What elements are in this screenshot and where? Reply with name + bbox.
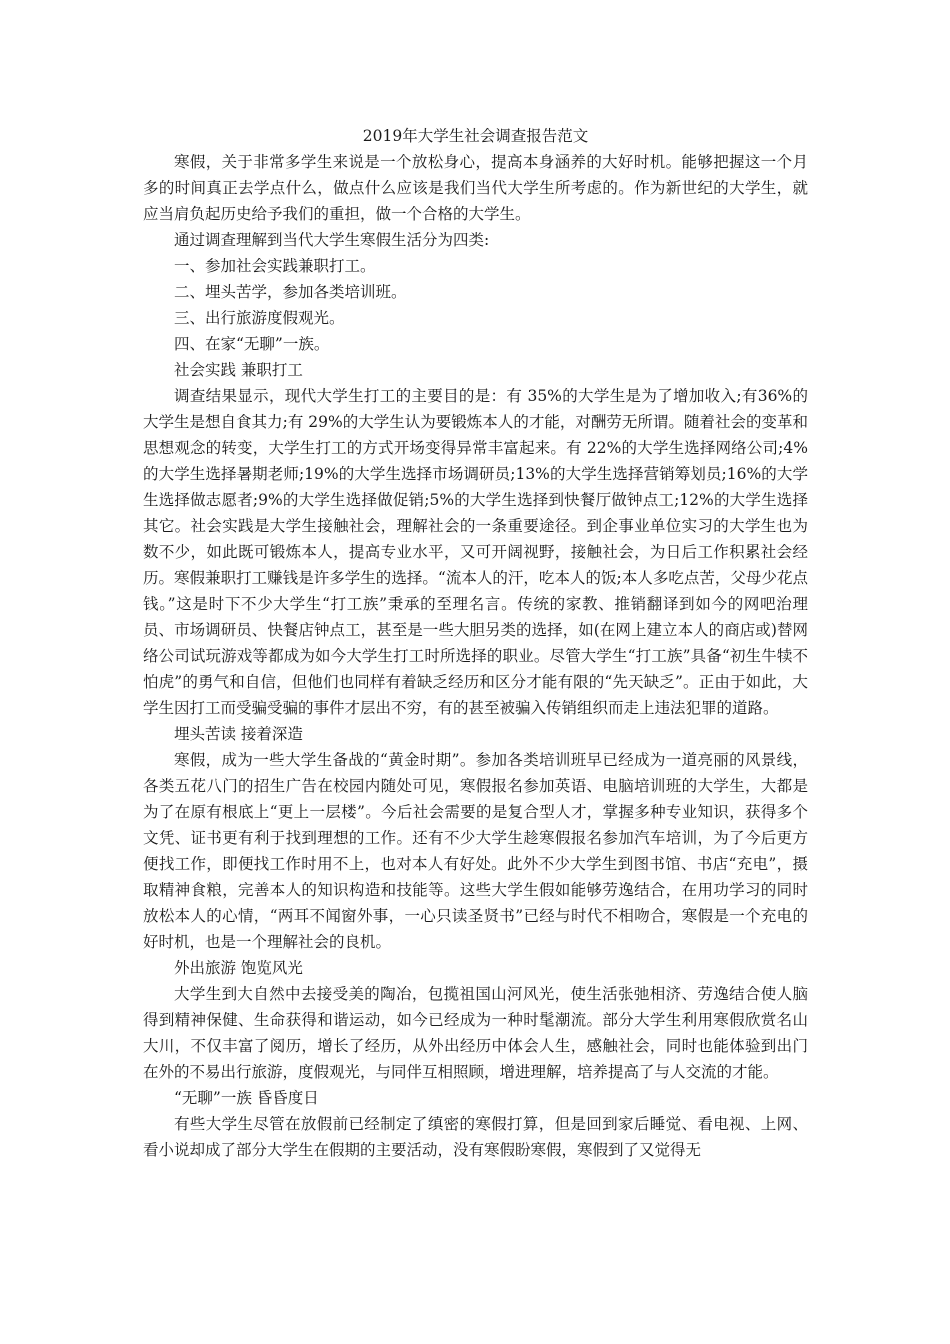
category-item-2: 二、埋头苦学，参加各类培训班。 xyxy=(174,283,407,301)
section-body-bored: 有些大学生尽管在放假前已经制定了缜密的寒假打算，但是回到家后睡觉、看电视、上网、看小说却成了部分大学生在假期的主要活动，没有寒假盼寒假，寒假到了又觉得无 xyxy=(143,1115,808,1159)
intro-paragraph: 寒假，关于非常多学生来说是一个放松身心，提高本身涵养的大好时机。能够把握这一个月多的时间真正去学点什么，做点什么应该是我们当代大学生所考虑的。作为新世纪的大学生，就应当肩负起历史给予我们的重担，做一个合格的大学生。 xyxy=(143,153,808,223)
category-item-3: 三、出行旅游度假观光。 xyxy=(174,309,345,327)
document-title: 2019年大学生社会调查报告范文 xyxy=(362,127,589,145)
section-heading-bored: “无聊”一族 昏昏度日 xyxy=(174,1089,319,1107)
section-body-study: 寒假，成为一些大学生备战的“黄金时期”。参加各类培训班早已经成为一道亮丽的风景线，各类五花八门的招生广告在校园内随处可见，寒假报名参加英语、电脑培训班的大学生，大都是为了在原有根底上“更上一层楼”。今后社会需要的是复合型人才，掌握多种专业知识，获得多个文凭、证书更有利于找到理想的工作。还有不少大学生趁寒假报名参加汽车培训，为了今后更方便找工作，即便找工作时用不上，也对本人有好处。此外不少大学生到图书馆、书店“充电”，摄取精神食粮，完善本人的知识构造和技能等。这些大学生假如能够劳逸结合，在用功学习的同时放松本人的心情，“两耳不闻窗外事，一心只读圣贤书”已经与时代不相吻合，寒假是一个充电的好时机，也是一个理解社会的良机。 xyxy=(143,751,808,951)
section-body-travel: 大学生到大自然中去接受美的陶冶，包揽祖国山河风光，使生活张弛相济、劳逸结合使人脑得到精神保健、生命获得和谐运动，如今已经成为一种时髦潮流。部分大学生利用寒假欣赏名山大川，不仅丰富了阅历，增长了经历，从外出经历中体会人生，感触社会，同时也能体验到出门在外的不易出行旅游，度假观光，与同伴互相照顾，增进理解，培养提高了与人交流的才能。 xyxy=(143,985,808,1081)
section-heading-study: 埋头苦读 接着深造 xyxy=(174,725,303,743)
category-item-1: 一、参加社会实践兼职打工。 xyxy=(174,257,376,275)
document-page xyxy=(143,124,808,1163)
survey-intro: 通过调查理解到当代大学生寒假生活分为四类: xyxy=(174,231,490,249)
category-item-4: 四、在家“无聊”一族。 xyxy=(174,335,330,353)
section-heading-travel: 外出旅游 饱览风光 xyxy=(174,959,303,977)
section-body-social-practice: 调查结果显示，现代大学生打工的主要目的是：有 35%的大学生是为了增加收入;有36%的大学生是想自食其力;有 29%的大学生认为要锻炼本人的才能，对酬劳无所谓。随着社会的变革和思想观念的转变，大学生打工的方式开场变得异常丰富起来。有 22%的大学生选择网络公司;4%的大学生选择暑期老师;19%的大学生选择市场调研员;13%的大学生选择营销筹划员;16%的大学生选择做志愿者;9%的大学生选择做促销;5%的大学生选择到快餐厅做钟点工;12%的大学生选择其它。社会实践是大学生接触社会，理解社会的一条重要途径。到企事业单位实习的大学生也为数不少，如此既可锻炼本人，提高专业水平，又可开阔视野，接触社会，为日后工作积累社会经历。寒假兼职打工赚钱是许多学生的选择。“流本人的汗，吃本人的饭;本人多吃点苦，父母少花点钱。”这是时下不少大学生“打工族”秉承的至理名言。传统的家教、推销翻译到如今的网吧治理员、市场调研员、快餐店钟点工，甚至是一些大胆另类的选择，如(在网上建立本人的商店或)替网络公司试玩游戏等都成为如今大学生打工时所选择的职业。尽管大学生“打工族”具备“初生牛犊不怕虎”的勇气和自信，但他们也同样有着缺乏经历和区分才能有限的“先天缺乏”。正由于如此，大学生因打工而受骗受骗的事件才层出不穷，有的甚至被骗入传销组织而走上违法犯罪的道路。 xyxy=(143,387,808,717)
section-heading-social-practice: 社会实践 兼职打工 xyxy=(174,361,303,379)
